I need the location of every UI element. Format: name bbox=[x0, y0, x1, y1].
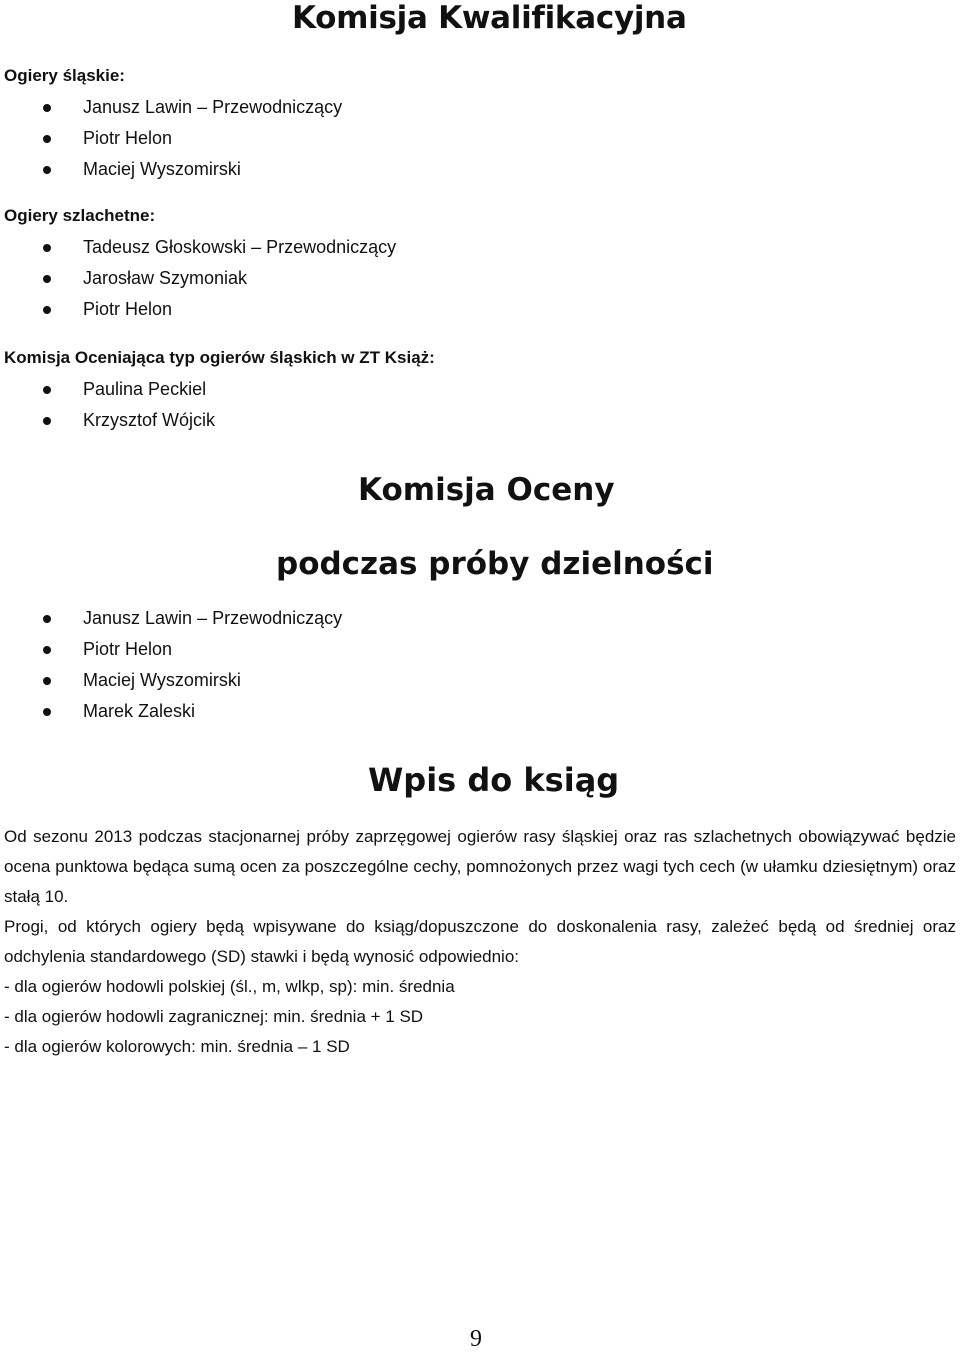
list-komisja-oceny bbox=[0, 603, 342, 727]
list-item: Marek Zaleski bbox=[0, 696, 342, 727]
list-item: Maciej Wyszomirski bbox=[0, 665, 342, 696]
paragraph-1: Od sezonu 2013 podczas stacjonarnej próby zaprzęgowej ogierów rasy śląskiej oraz ras szlachetnych obowiązywać będzie ocena punktowa będąca sumą ocen za poszczególne cechy, pomnożonych przez wagi tych cech (w ułamku dziesiętnym) oraz stałą 10. bbox=[4, 827, 956, 906]
threshold-line: - dla ogierów kolorowych: min. średnia – 1 SD bbox=[4, 1037, 350, 1056]
page-number: 9 bbox=[470, 1326, 482, 1352]
list-szlachetne bbox=[0, 232, 396, 325]
list-item: Maciej Wyszomirski bbox=[0, 154, 342, 185]
section-label-oceniajaca: Komisja Oceniająca typ ogierów śląskich w ZT Książ: bbox=[4, 348, 435, 367]
list-slaskie bbox=[0, 92, 342, 185]
list-item: Krzysztof Wójcik bbox=[0, 405, 215, 436]
page-title: Komisja Kwalifikacyjna bbox=[292, 0, 687, 36]
list-item: Piotr Helon bbox=[0, 634, 342, 665]
wpis-body bbox=[4, 822, 956, 1062]
list-item: Paulina Peckiel bbox=[0, 374, 215, 405]
komisja-oceny-title: Komisja Oceny bbox=[358, 472, 615, 508]
threshold-line: - dla ogierów hodowli zagranicznej: min. średnia + 1 SD bbox=[4, 1007, 424, 1026]
wpis-title: Wpis do ksiąg bbox=[368, 761, 620, 799]
list-item: Jarosław Szymoniak bbox=[0, 263, 396, 294]
list-item: Janusz Lawin – Przewodniczący bbox=[0, 603, 342, 634]
list-oceniajaca bbox=[0, 374, 215, 436]
komisja-oceny-subtitle: podczas próby dzielności bbox=[276, 546, 714, 582]
threshold-line: - dla ogierów hodowli polskiej (śl., m, wlkp, sp): min. średnia bbox=[4, 977, 455, 996]
section-label-szlachetne: Ogiery szlachetne: bbox=[4, 206, 156, 225]
section-label-slaskie: Ogiery śląskie: bbox=[4, 66, 125, 85]
list-item: Janusz Lawin – Przewodniczący bbox=[0, 92, 342, 123]
list-item: Piotr Helon bbox=[0, 123, 342, 154]
list-item: Piotr Helon bbox=[0, 294, 396, 325]
paragraph-2: Progi, od których ogiery będą wpisywane do ksiąg/dopuszczone do doskonalenia rasy, zależeć będą od średniej oraz odchylenia standardowego (SD) stawki i będą wynosić odpowiednio: bbox=[4, 917, 956, 966]
list-item: Tadeusz Głoskowski – Przewodniczący bbox=[0, 232, 396, 263]
